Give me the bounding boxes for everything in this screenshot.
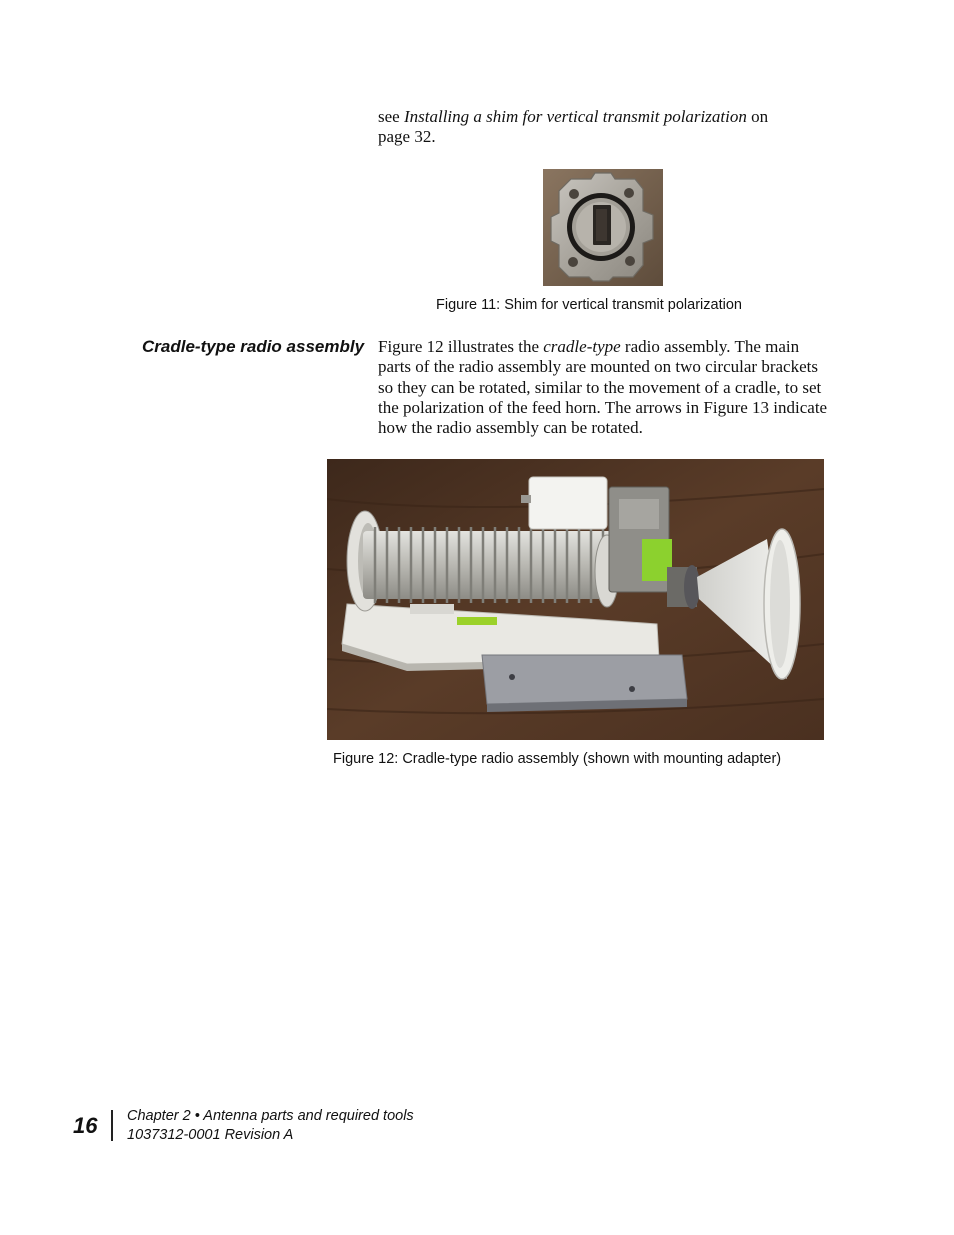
body-text-start: Figure 12 illustrates the <box>378 337 544 356</box>
footer-chapter: Chapter 2 • Antenna parts and required tools <box>127 1108 414 1124</box>
footer-text <box>127 1107 414 1145</box>
page-number: 16 <box>73 1113 98 1138</box>
body-text-rest: radio assembly. The main parts of the radio assembly are mounted on two circular brackets so they can be rotated, similar to the movement of a cradle, to set the polarization of the feed horn. The arrows in Figure 13 indicate how the radio assembly can be rotated. <box>378 337 828 438</box>
intro-prefix: see <box>378 107 404 126</box>
footer-divider <box>111 1110 113 1141</box>
figure-11-caption: Figure 11: Shim for vertical transmit polarization <box>436 297 742 313</box>
intro-suffix: on page 32. <box>378 107 769 147</box>
section-body <box>378 337 830 438</box>
figure-11-shim-photo <box>543 169 663 286</box>
section-heading: Cradle-type radio assembly <box>142 337 365 356</box>
footer-doc-id: 1037312-0001 Revision A <box>127 1127 294 1143</box>
body-text-emphasis: cradle-type <box>543 337 621 356</box>
intro-paragraph <box>378 107 798 148</box>
figure-12-caption: Figure 12: Cradle-type radio assembly (shown with mounting adapter) <box>333 751 782 767</box>
figure-12-radio-assembly-photo <box>327 459 824 740</box>
cross-reference-link: Installing a shim for vertical transmit polarization <box>403 107 747 126</box>
